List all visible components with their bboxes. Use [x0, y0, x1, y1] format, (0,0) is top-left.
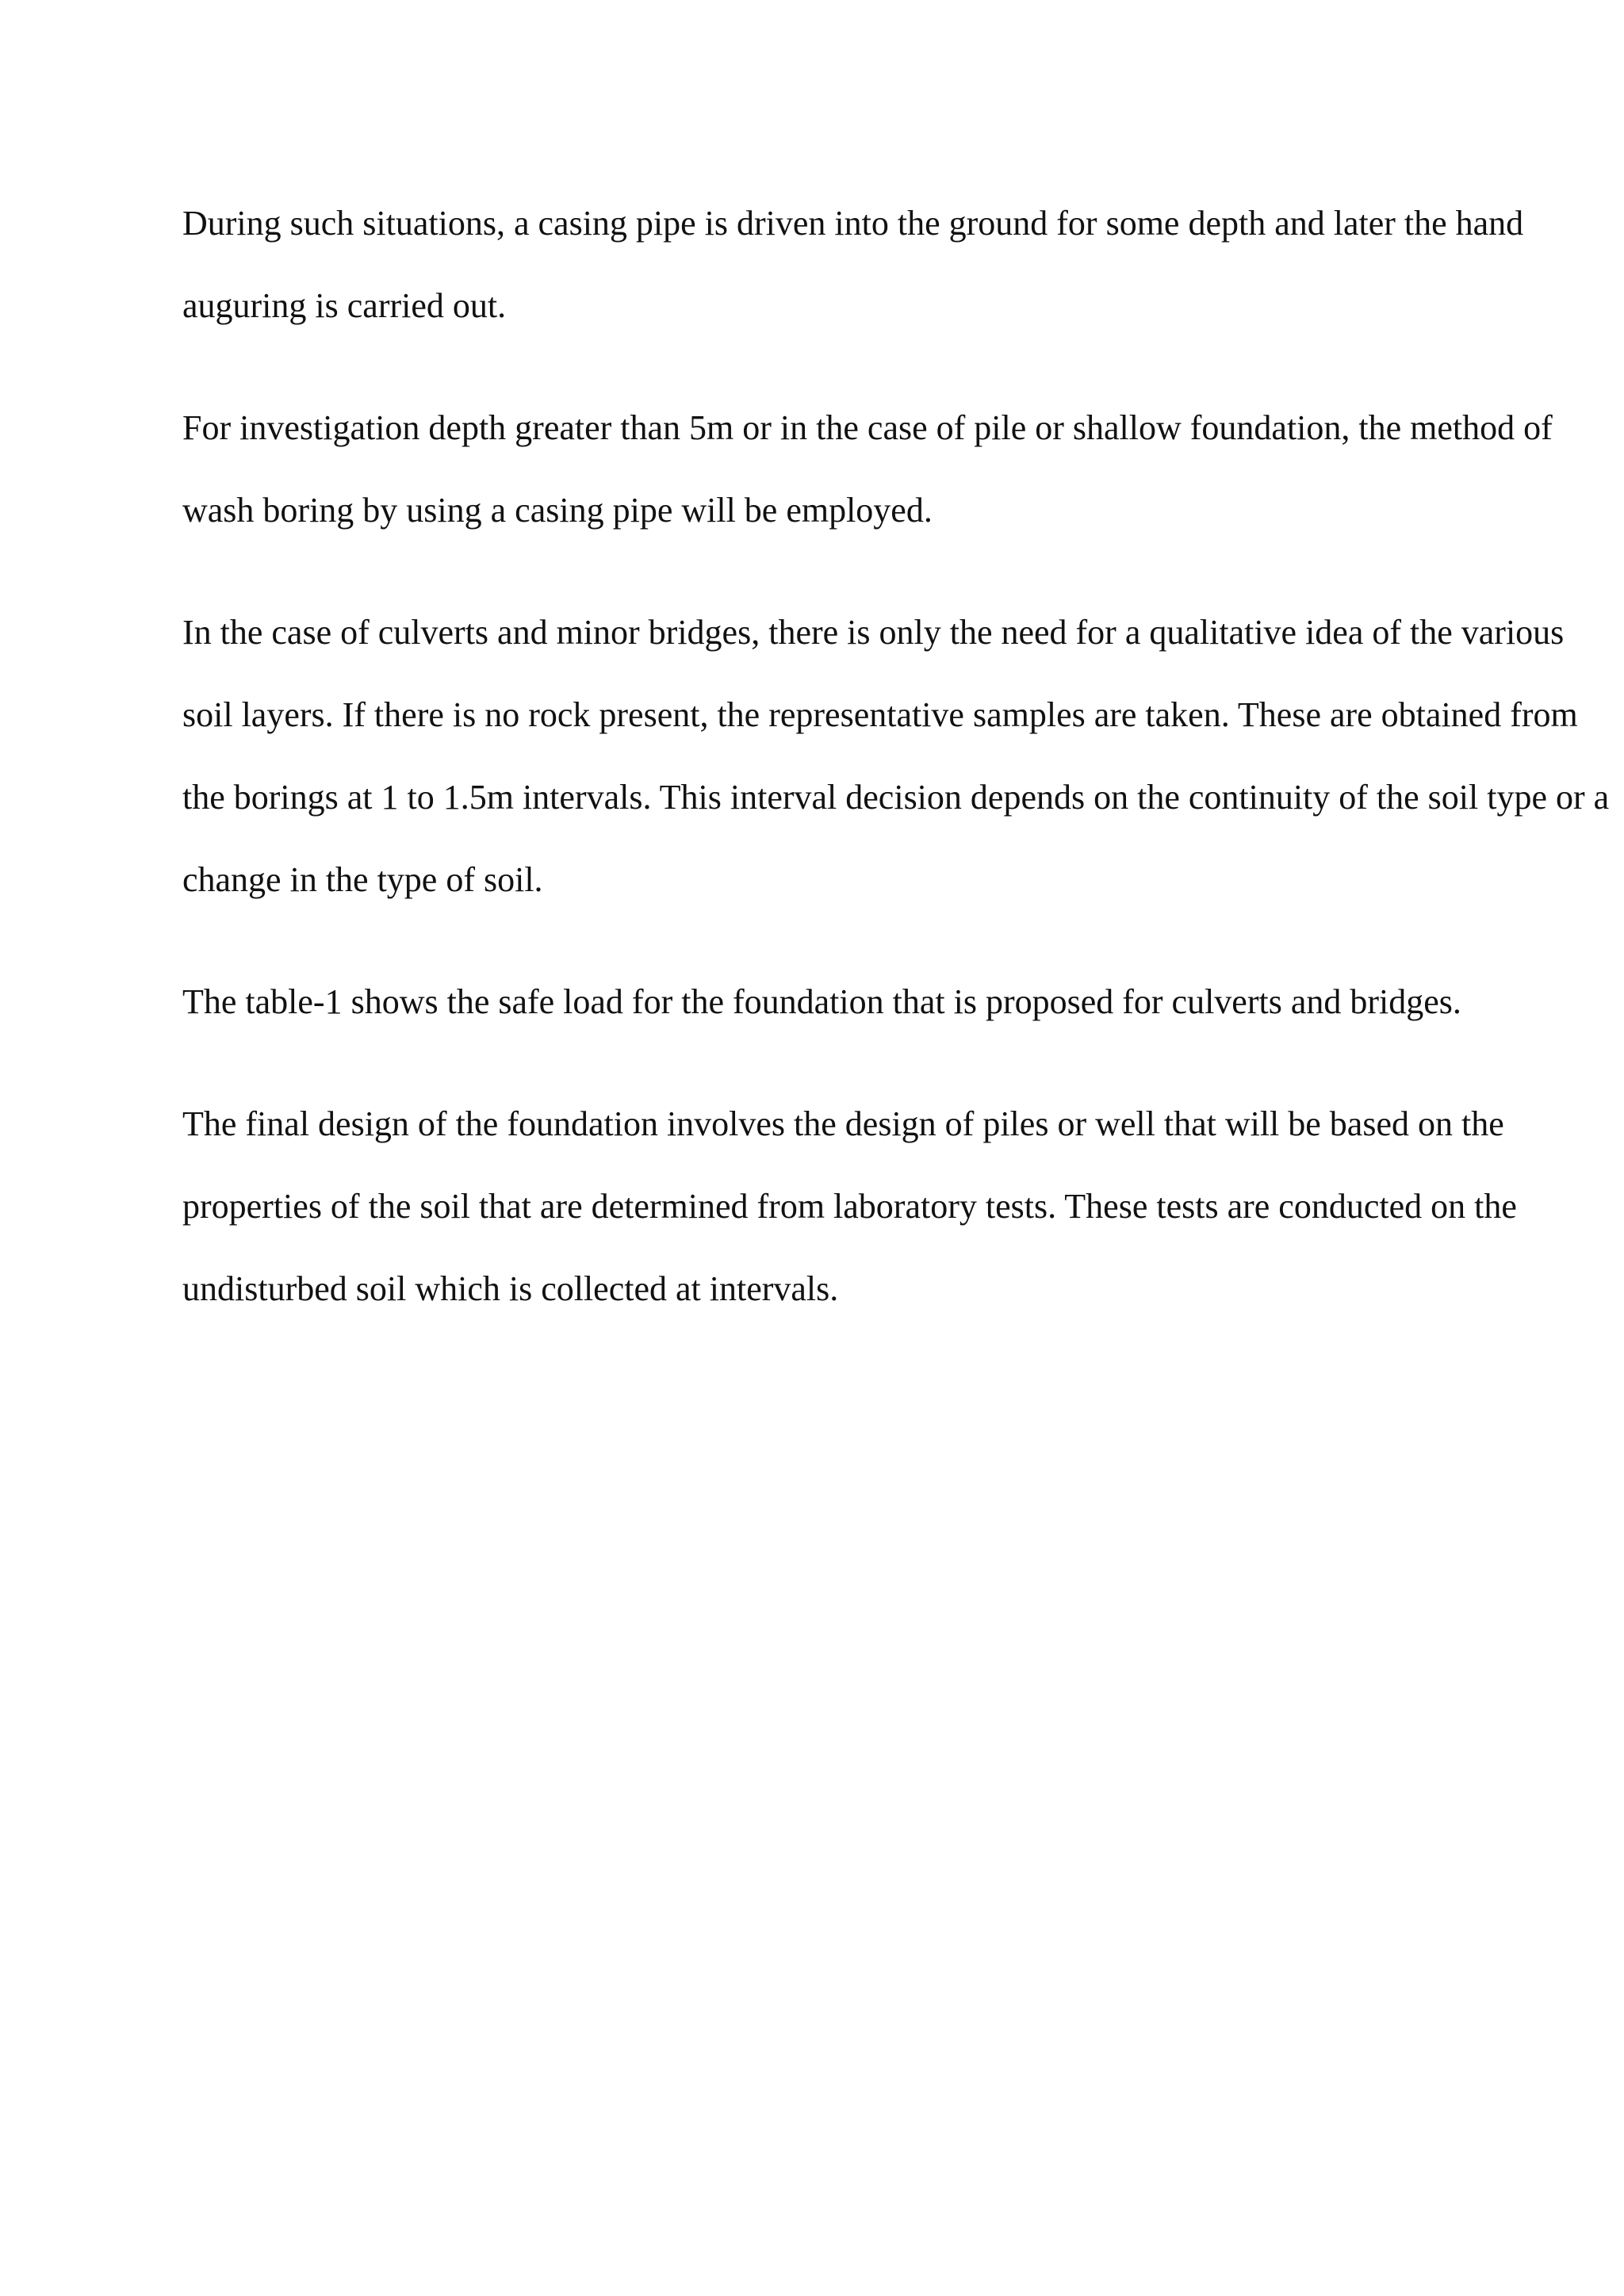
- paragraph-casing-pipe: During such situations, a casing pipe is driven into the ground for some depth and later the hand auguring is carried out.: [182, 204, 1524, 325]
- paragraph-final-design: The final design of the foundation involves the design of piles or well that will be based on the properties of the soil that are determined from laboratory tests. These tests are conducted on the undisturbed soil which is collected at intervals.: [182, 1104, 1517, 1308]
- paragraph-wash-boring: For investigation depth greater than 5m or in the case of pile or shallow foundation, the method of wash boring by using a casing pipe will be employed.: [182, 408, 1553, 530]
- document-body: [182, 182, 1610, 1370]
- paragraph-culverts-bridges: In the case of culverts and minor bridges, there is only the need for a qualitative idea of the various soil layers. If there is no rock present, the representative samples are taken. These are obtained from the borings at 1 to 1.5m intervals. This interval decision depends on the continuity of the soil type or a change in the type of soil.: [182, 613, 1610, 899]
- paragraph-table-reference: The table-1 shows the safe load for the foundation that is proposed for culverts and bridges.: [182, 982, 1461, 1021]
